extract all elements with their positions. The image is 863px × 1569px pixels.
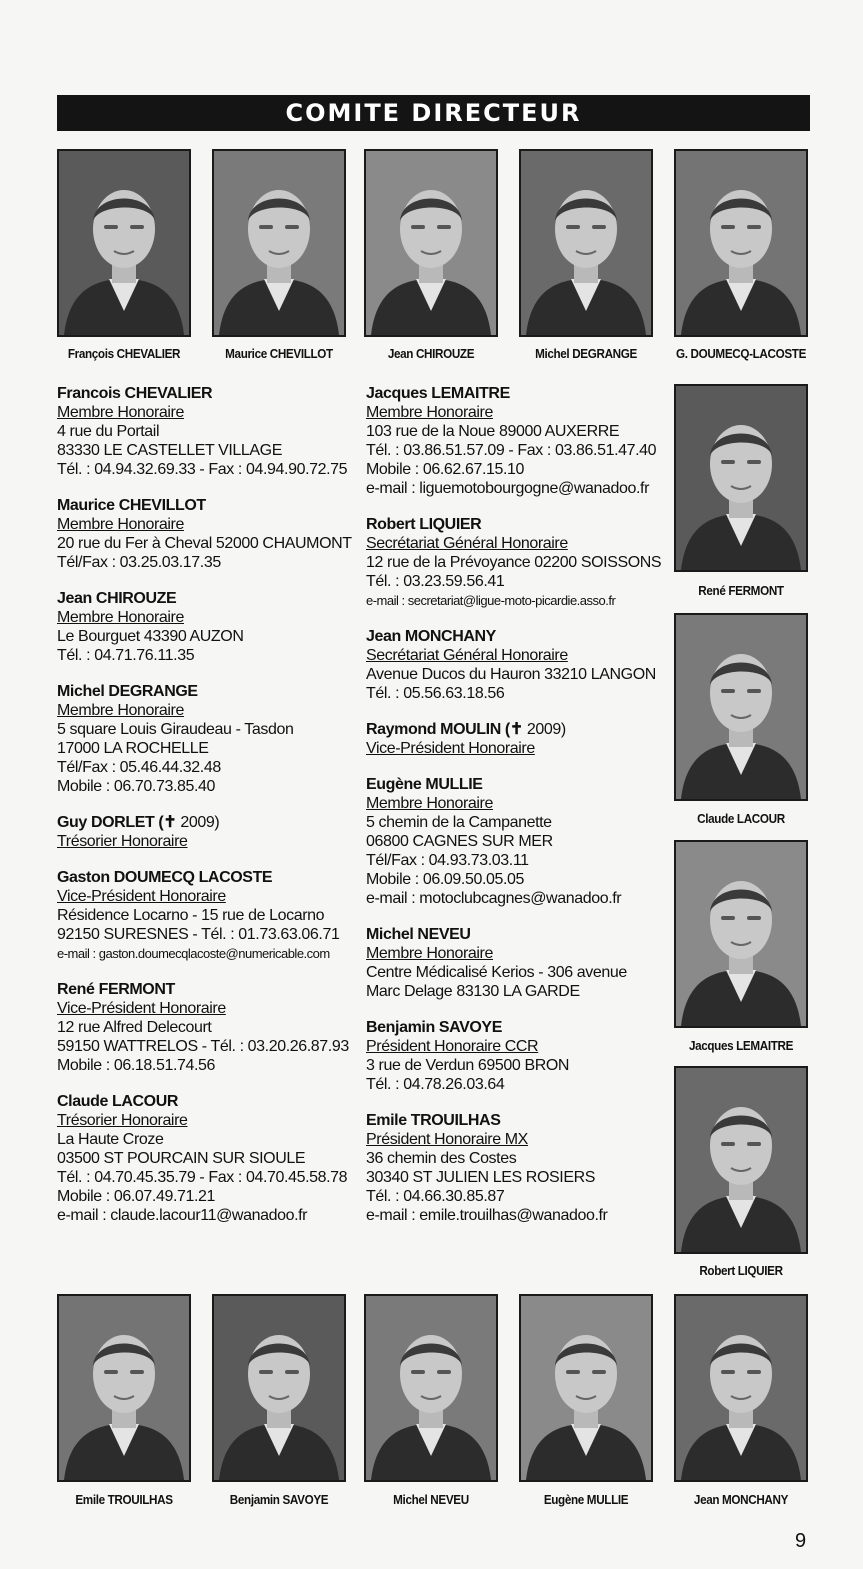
member-address-line: 5 square Louis Giraudeau - Tasdon [57,721,294,738]
photo-caption: Eugène MULLIE [543,1492,629,1507]
member-entry [57,384,362,479]
cross-icon: ✝ [509,721,523,738]
portrait-photo [674,1294,808,1482]
member-address-line: Mobile : 06.18.51.74.56 [57,1057,216,1074]
member-address-line: Tél. : 04.71.76.11.35 [57,647,195,664]
cross-icon: ✝ [163,814,177,831]
member-role: Membre Honoraire [366,404,493,421]
member-entry [57,682,362,796]
member-address-line: Mobile : 06.09.50.05.05 [366,871,525,888]
death-year: 2009) [522,721,566,738]
member-address-line: e-mail : claude.lacour11@wanadoo.fr [57,1207,308,1224]
portrait-photo [57,1294,191,1482]
member-name [366,515,666,534]
member-address-line: e-mail : liguemotobourgogne@wanadoo.fr [366,480,649,497]
member-address-line: 59150 WATTRELOS - Tél. : 03.20.26.87.93 [57,1038,349,1055]
member-entry [366,925,666,1001]
member-address-line: 103 rue de la Noue 89000 AUXERRE [366,423,620,440]
member-name-text: René FERMONT [57,981,175,998]
member-address-line: Mobile : 06.07.49.71.21 [57,1188,216,1205]
photo-caption: François CHEVALIER [67,346,181,361]
member-address-line: Avenue Ducos du Hauron 33210 LANGON [366,666,656,683]
member-address-line: Tél. : 04.94.32.69.33 - Fax : 04.94.90.72.75 [57,461,348,478]
photo-caption: Claude LACOUR [697,811,785,826]
member-name-text: Eugène MULLIE [366,776,483,793]
member-name [57,868,362,887]
member-role: Trésorier Honoraire [57,833,188,850]
member-name-text: Michel DEGRANGE [57,683,198,700]
member-address-line: La Haute Croze [57,1131,164,1148]
member-address-line: Marc Delage 83130 LA GARDE [366,983,580,1000]
member-name [57,682,362,701]
member-name-text: Jacques LEMAITRE [366,385,510,402]
member-address-line: 30340 ST JULIEN LES ROSIERS [366,1169,596,1186]
member-role: Membre Honoraire [57,404,184,421]
member-entry [57,813,362,851]
member-name [366,720,666,739]
member-entry [366,1111,666,1225]
member-entry [57,868,362,963]
portrait-photo [364,1294,498,1482]
member-address-line: Tél/Fax : 04.93.73.03.11 [366,852,529,869]
photo-caption: Jean MONCHANY [693,1492,789,1507]
member-name [366,1018,666,1037]
member-name-text: Claude LACOUR [57,1093,179,1110]
member-name-text: Benjamin SAVOYE [366,1019,502,1036]
member-role: Vice-Président Honoraire [57,888,226,905]
member-address-line: Mobile : 06.70.73.85.40 [57,778,216,795]
portrait-photo [674,840,808,1028]
member-role: Vice-Président Honoraire [57,1000,226,1017]
left-member-list [57,384,362,1242]
member-role: Secrétariat Général Honoraire [366,647,568,664]
member-name-text: Raymond MOULIN ( [366,721,510,738]
photo-caption: Emile TROUILHAS [75,1492,173,1507]
member-role: Membre Honoraire [57,609,184,626]
photo-caption: Robert LIQUIER [699,1263,783,1278]
member-role: Membre Honoraire [57,702,184,719]
member-address-line: Le Bourguet 43390 AUZON [57,628,244,645]
member-address-line: Tél. : 04.70.45.35.79 - Fax : 04.70.45.58.78 [57,1169,348,1186]
member-address-line: 12 rue de la Prévoyance 02200 SOISSONS [366,554,662,571]
portrait-photo [212,149,346,337]
member-name [57,980,362,999]
death-year: 2009) [176,814,220,831]
member-name [57,384,362,403]
member-address-line: Tél/Fax : 03.25.03.17.35 [57,554,221,571]
member-name-text: Jean MONCHANY [366,628,496,645]
member-address-line: 5 chemin de la Campanette [366,814,552,831]
member-entry [366,1018,666,1094]
photo-caption: Michel NEVEU [393,1492,469,1507]
member-name [366,925,666,944]
member-entry [366,720,666,758]
photo-caption: René FERMONT [698,583,784,598]
portrait-photo [364,149,498,337]
member-address-line: Tél. : 03.86.51.57.09 - Fax : 03.86.51.47.40 [366,442,657,459]
photo-caption: G. DOUMECQ-LACOSTE [675,346,807,361]
member-entry [366,384,666,498]
member-name [57,1092,362,1111]
member-email: e-mail : secretariat@ligue-moto-picardie.asso.fr [366,593,616,608]
member-address-line: Tél. : 04.66.30.85.87 [366,1188,505,1205]
member-entry [366,775,666,908]
member-entry [57,589,362,665]
member-address-line: Tél. : 03.23.59.56.41 [366,573,505,590]
member-name-text: Jean CHIROUZE [57,590,177,607]
member-address-line: Tél. : 04.78.26.03.64 [366,1076,505,1093]
member-role: Secrétariat Général Honoraire [366,535,568,552]
member-name [57,589,362,608]
member-role: Membre Honoraire [366,945,493,962]
member-entry [57,1092,362,1225]
portrait-photo [519,149,653,337]
portrait-photo [674,613,808,801]
member-role: Membre Honoraire [57,516,184,533]
member-address-line: 17000 LA ROCHELLE [57,740,209,757]
member-name [366,627,666,646]
member-entry [366,515,666,610]
member-address-line: 3 rue de Verdun 69500 BRON [366,1057,570,1074]
member-name [366,1111,666,1130]
member-name [57,496,362,515]
portrait-photo [57,149,191,337]
member-name [57,813,362,832]
member-address-line: Centre Médicalisé Kerios - 306 avenue [366,964,627,981]
page-number: 9 [795,1530,807,1552]
portrait-photo [674,1066,808,1254]
member-address-line: e-mail : emile.trouilhas@wanadoo.fr [366,1207,608,1224]
middle-member-list [366,384,666,1242]
member-address-line: e-mail : motoclubcagnes@wanadoo.fr [366,890,622,907]
banner-title: COMITE DIRECTEUR [285,99,582,127]
member-name [366,384,666,403]
member-name-text: Francois CHEVALIER [57,385,213,402]
member-address-line: 12 rue Alfred Delecourt [57,1019,212,1036]
member-name-text: Gaston DOUMECQ LACOSTE [57,869,273,886]
member-address-line: Résidence Locarno - 15 rue de Locarno [57,907,325,924]
member-name-text: Guy DORLET ( [57,814,164,831]
member-name-text: Robert LIQUIER [366,516,482,533]
member-role: Président Honoraire MX [366,1131,528,1148]
member-address-line: 92150 SURESNES - Tél. : 01.73.63.06.71 [57,926,340,943]
member-name [366,775,666,794]
member-name-text: Emile TROUILHAS [366,1112,501,1129]
member-address-line: Tél. : 05.56.63.18.56 [366,685,505,702]
member-entry [366,627,666,703]
member-address-line: 83330 LE CASTELLET VILLAGE [57,442,282,459]
section-banner [57,95,810,131]
portrait-photo [212,1294,346,1482]
photo-caption: Benjamin SAVOYE [229,1492,329,1507]
member-name-text: Maurice CHEVILLOT [57,497,206,514]
member-role: Vice-Président Honoraire [366,740,535,757]
photo-caption: Jacques LEMAITRE [688,1038,794,1053]
member-address-line: 06800 CAGNES SUR MER [366,833,553,850]
portrait-photo [674,384,808,572]
member-address-line: 36 chemin des Costes [366,1150,517,1167]
member-address-line: 20 rue du Fer à Cheval 52000 CHAUMONT [57,535,352,552]
member-address-line: 03500 ST POURCAIN SUR SIOULE [57,1150,306,1167]
member-address-line: Mobile : 06.62.67.15.10 [366,461,525,478]
member-role: Membre Honoraire [366,795,493,812]
member-address-line: 4 rue du Portail [57,423,160,440]
member-role: Président Honoraire CCR [366,1038,539,1055]
portrait-photo [519,1294,653,1482]
member-role: Trésorier Honoraire [57,1112,188,1129]
member-address-line: Tél/Fax : 05.46.44.32.48 [57,759,221,776]
member-entry [57,496,362,572]
member-entry [57,980,362,1075]
photo-caption: Maurice CHEVILLOT [225,346,333,361]
member-name-text: Michel NEVEU [366,926,471,943]
portrait-photo [674,149,808,337]
photo-caption: Michel DEGRANGE [535,346,637,361]
member-email: e-mail : gaston.doumecqlacoste@numericable.com [57,946,330,961]
photo-caption: Jean CHIROUZE [387,346,475,361]
